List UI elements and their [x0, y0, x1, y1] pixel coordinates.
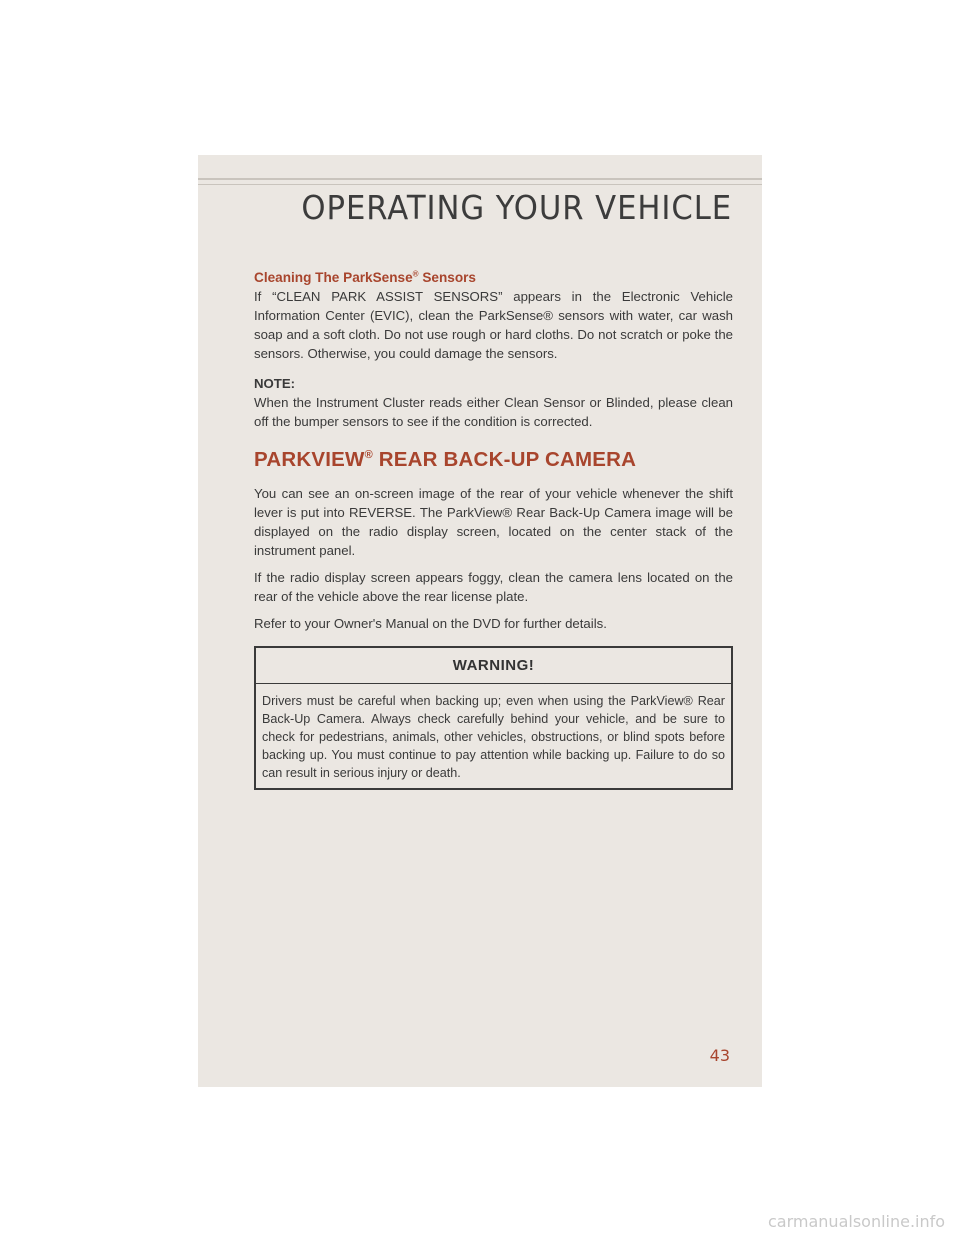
warning-title: WARNING!: [452, 657, 535, 674]
page-content: [254, 268, 733, 790]
parkview-heading: [254, 448, 733, 472]
note-label: NOTE:: [254, 376, 296, 391]
header-rule-bottom: [198, 184, 762, 185]
manual-page: [198, 155, 762, 1087]
warning-text: Drivers must be careful when backing up; even when using the ParkView® Rear Back-Up Camera. Always check carefully behind your vehicle, and be sure to check for pedestrians, animals, other vehicles, obstructions, or blind spots before backing up. You must continue to pay attention while backing up. Failure to do so can result in serious injury or death.: [262, 694, 725, 780]
warning-box: [254, 646, 733, 790]
cleaning-paragraph: If “CLEAN PARK ASSIST SENSORS” appears in the Electronic Vehicle Information Center (EVIC), clean the ParkSense® sensors with water, car wash soap and a soft cloth. Do not use rough or hard cloths. Do not scratch or poke the sensors. Otherwise, you could damage the sensors.: [254, 289, 733, 361]
note-text: When the Instrument Cluster reads either Clean Sensor or Blinded, please clean off the bumper sensors to see if the condition is corrected.: [254, 395, 733, 429]
registered-mark: ®: [364, 449, 373, 462]
parkview-paragraph-3: Refer to your Owner's Manual on the DVD for further details.: [254, 616, 607, 631]
parkview-heading-text: PARKVIEW: [254, 448, 365, 471]
cleaning-heading: [254, 268, 733, 287]
cleaning-heading-rest: Sensors: [418, 270, 476, 285]
parkview-heading-rest: REAR BACK-UP CAMERA: [372, 448, 637, 471]
registered-mark: ®: [412, 269, 419, 279]
parkview-paragraph-2: If the radio display screen appears foggy, clean the camera lens located on the rear of the vehicle above the rear license plate.: [254, 570, 733, 604]
parkview-paragraph-1: You can see an on-screen image of the rear of your vehicle whenever the shift lever is put into REVERSE. The ParkView® Rear Back-Up Camera image will be displayed on the radio display screen, located on the center stack of the instrument panel.: [254, 486, 733, 558]
cleaning-heading-text: Cleaning The ParkSense: [254, 270, 413, 285]
watermark: carmanualsonline.info: [768, 1212, 946, 1231]
page-number: 43: [709, 1046, 730, 1065]
section-title: OPERATING YOUR VEHICLE: [301, 188, 732, 227]
warning-divider: [256, 683, 731, 684]
header-rule-top: [198, 178, 762, 180]
